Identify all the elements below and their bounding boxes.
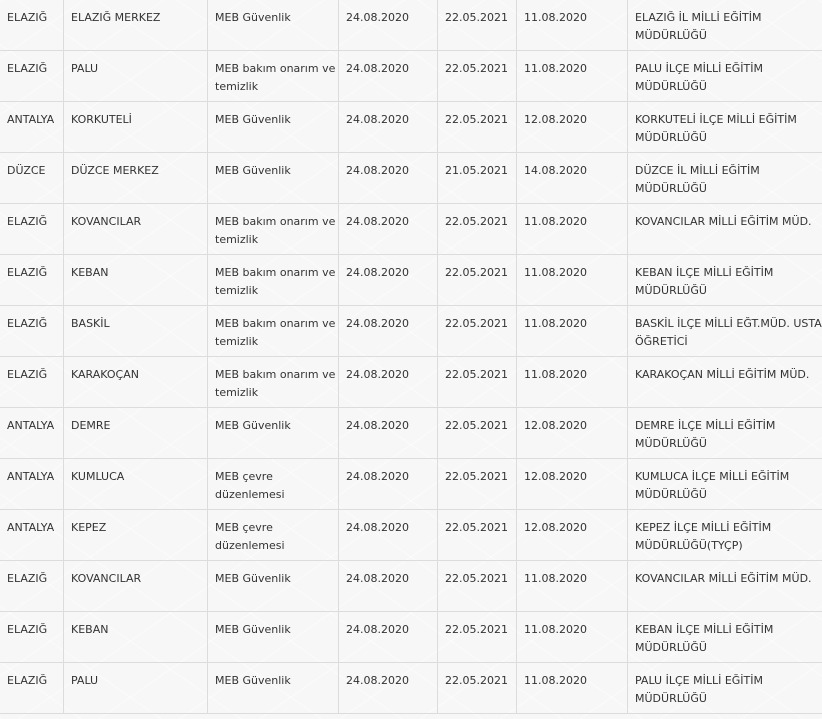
institution-cell: KEBAN İLÇE MİLLİ EĞİTİM MÜDÜRLÜĞÜ <box>635 623 774 654</box>
district-cell: KEPEZ <box>64 510 208 560</box>
announcement-date-cell: 11.08.2020 <box>517 561 628 611</box>
end-date-cell: 22.05.2021 <box>438 204 517 254</box>
announcement-date-cell: 14.08.2020 <box>517 153 628 203</box>
announcement-date-cell: 11.08.2020 <box>517 255 628 305</box>
end-date-cell: 22.05.2021 <box>438 102 517 152</box>
institution-cell: DEMRE İLÇE MİLLİ EĞİTİM MÜDÜRLÜĞÜ <box>635 419 776 450</box>
table-row <box>0 102 822 153</box>
end-date-cell: 22.05.2021 <box>438 663 517 713</box>
start-date-cell: 24.08.2020 <box>339 0 438 50</box>
province-cell: ANTALYA <box>0 408 64 458</box>
district-cell: KOVANCILAR <box>64 204 208 254</box>
province-cell: ELAZIĞ <box>0 204 64 254</box>
table-row <box>0 0 822 51</box>
table-row <box>0 612 822 663</box>
table-row <box>0 306 822 357</box>
program-cell: MEB Güvenlik <box>208 408 339 458</box>
institution-cell: KORKUTELİ İLÇE MİLLİ EĞİTİM MÜDÜRLÜĞÜ <box>635 113 797 144</box>
table-row <box>0 408 822 459</box>
end-date-cell: 22.05.2021 <box>438 306 517 356</box>
announcement-date-cell: 11.08.2020 <box>517 612 628 662</box>
district-cell: KEBAN <box>64 255 208 305</box>
start-date-cell: 24.08.2020 <box>339 408 438 458</box>
start-date-cell: 24.08.2020 <box>339 51 438 101</box>
institution-cell: KEBAN İLÇE MİLLİ EĞİTİM MÜDÜRLÜĞÜ <box>635 266 774 297</box>
announcement-date-cell: 11.08.2020 <box>517 51 628 101</box>
program-cell: MEB bakım onarım ve temizlik <box>208 51 339 101</box>
table-row <box>0 663 822 714</box>
district-cell: BASKİL <box>64 306 208 356</box>
province-cell: ELAZIĞ <box>0 306 64 356</box>
table-row <box>0 255 822 306</box>
program-cell: MEB Güvenlik <box>208 561 339 611</box>
table-row <box>0 153 822 204</box>
start-date-cell: 24.08.2020 <box>339 204 438 254</box>
province-cell: ANTALYA <box>0 102 64 152</box>
province-cell: ELAZIĞ <box>0 255 64 305</box>
district-cell: KUMLUCA <box>64 459 208 509</box>
district-cell: DEMRE <box>64 408 208 458</box>
institution-cell: KEPEZ İLÇE MİLLİ EĞİTİM MÜDÜRLÜĞÜ(TYÇP) <box>635 521 772 552</box>
province-cell: DÜZCE <box>0 153 64 203</box>
end-date-cell: 22.05.2021 <box>438 0 517 50</box>
institution-cell: BASKİL İLÇE MİLLİ EĞT.MÜD. USTA ÖĞRETİCİ <box>635 317 822 348</box>
program-cell: MEB çevre düzenlemesi <box>208 459 339 509</box>
end-date-cell: 22.05.2021 <box>438 459 517 509</box>
start-date-cell: 24.08.2020 <box>339 153 438 203</box>
district-cell: KORKUTELİ <box>64 102 208 152</box>
institution-cell: PALU İLÇE MİLLİ EĞİTİM MÜDÜRLÜĞÜ <box>635 62 763 93</box>
start-date-cell: 24.08.2020 <box>339 612 438 662</box>
district-cell: ELAZIĞ MERKEZ <box>64 0 208 50</box>
institution-cell: KUMLUCA İLÇE MİLLİ EĞİTİM MÜDÜRLÜĞÜ <box>635 470 790 501</box>
announcement-date-cell: 12.08.2020 <box>517 459 628 509</box>
province-cell: ELAZIĞ <box>0 51 64 101</box>
province-cell: ELAZIĞ <box>0 663 64 713</box>
announcement-date-cell: 12.08.2020 <box>517 102 628 152</box>
province-cell: ELAZIĞ <box>0 612 64 662</box>
institution-cell: KARAKOÇAN MİLLİ EĞİTİM MÜD. <box>635 368 810 381</box>
table-row <box>0 510 822 561</box>
announcement-date-cell: 11.08.2020 <box>517 663 628 713</box>
start-date-cell: 24.08.2020 <box>339 306 438 356</box>
table-row <box>0 204 822 255</box>
program-cell: MEB çevre düzenlemesi <box>208 510 339 560</box>
program-cell: MEB Güvenlik <box>208 153 339 203</box>
announcement-date-cell: 12.08.2020 <box>517 510 628 560</box>
table-row <box>0 51 822 102</box>
end-date-cell: 22.05.2021 <box>438 612 517 662</box>
program-cell: MEB bakım onarım ve temizlik <box>208 306 339 356</box>
announcement-date-cell: 11.08.2020 <box>517 357 628 407</box>
institution-cell: DÜZCE İL MİLLİ EĞİTİM MÜDÜRLÜĞÜ <box>635 164 760 195</box>
institution-cell: KOVANCILAR MİLLİ EĞİTİM MÜD. <box>635 215 812 228</box>
program-cell: MEB Güvenlik <box>208 0 339 50</box>
district-cell: KARAKOÇAN <box>64 357 208 407</box>
end-date-cell: 21.05.2021 <box>438 153 517 203</box>
institution-cell: PALU İLÇE MİLLİ EĞİTİM MÜDÜRLÜĞÜ <box>635 674 763 705</box>
end-date-cell: 22.05.2021 <box>438 408 517 458</box>
start-date-cell: 24.08.2020 <box>339 459 438 509</box>
province-cell: ELAZIĞ <box>0 561 64 611</box>
start-date-cell: 24.08.2020 <box>339 357 438 407</box>
announcement-date-cell: 12.08.2020 <box>517 408 628 458</box>
program-cell: MEB Güvenlik <box>208 612 339 662</box>
start-date-cell: 24.08.2020 <box>339 102 438 152</box>
start-date-cell: 24.08.2020 <box>339 663 438 713</box>
program-cell: MEB bakım onarım ve temizlik <box>208 255 339 305</box>
table-row <box>0 357 822 408</box>
institution-cell: KOVANCILAR MİLLİ EĞİTİM MÜD. <box>635 572 812 585</box>
province-cell: ELAZIĞ <box>0 0 64 50</box>
start-date-cell: 24.08.2020 <box>339 561 438 611</box>
program-cell: MEB bakım onarım ve temizlik <box>208 204 339 254</box>
announcement-date-cell: 11.08.2020 <box>517 0 628 50</box>
province-cell: ELAZIĞ <box>0 357 64 407</box>
district-cell: KOVANCILAR <box>64 561 208 611</box>
table-row <box>0 561 822 612</box>
end-date-cell: 22.05.2021 <box>438 255 517 305</box>
province-cell: ANTALYA <box>0 459 64 509</box>
institution-cell: ELAZIĞ İL MİLLİ EĞİTİM MÜDÜRLÜĞÜ <box>635 11 762 42</box>
district-cell: DÜZCE MERKEZ <box>64 153 208 203</box>
end-date-cell: 22.05.2021 <box>438 561 517 611</box>
end-date-cell: 22.05.2021 <box>438 51 517 101</box>
program-cell: MEB Güvenlik <box>208 663 339 713</box>
end-date-cell: 22.05.2021 <box>438 510 517 560</box>
table-row <box>0 459 822 510</box>
district-cell: KEBAN <box>64 612 208 662</box>
program-cell: MEB Güvenlik <box>208 102 339 152</box>
province-cell: ANTALYA <box>0 510 64 560</box>
start-date-cell: 24.08.2020 <box>339 510 438 560</box>
announcement-date-cell: 11.08.2020 <box>517 306 628 356</box>
district-cell: PALU <box>64 663 208 713</box>
program-cell: MEB bakım onarım ve temizlik <box>208 357 339 407</box>
announcement-date-cell: 11.08.2020 <box>517 204 628 254</box>
start-date-cell: 24.08.2020 <box>339 255 438 305</box>
district-cell: PALU <box>64 51 208 101</box>
end-date-cell: 22.05.2021 <box>438 357 517 407</box>
